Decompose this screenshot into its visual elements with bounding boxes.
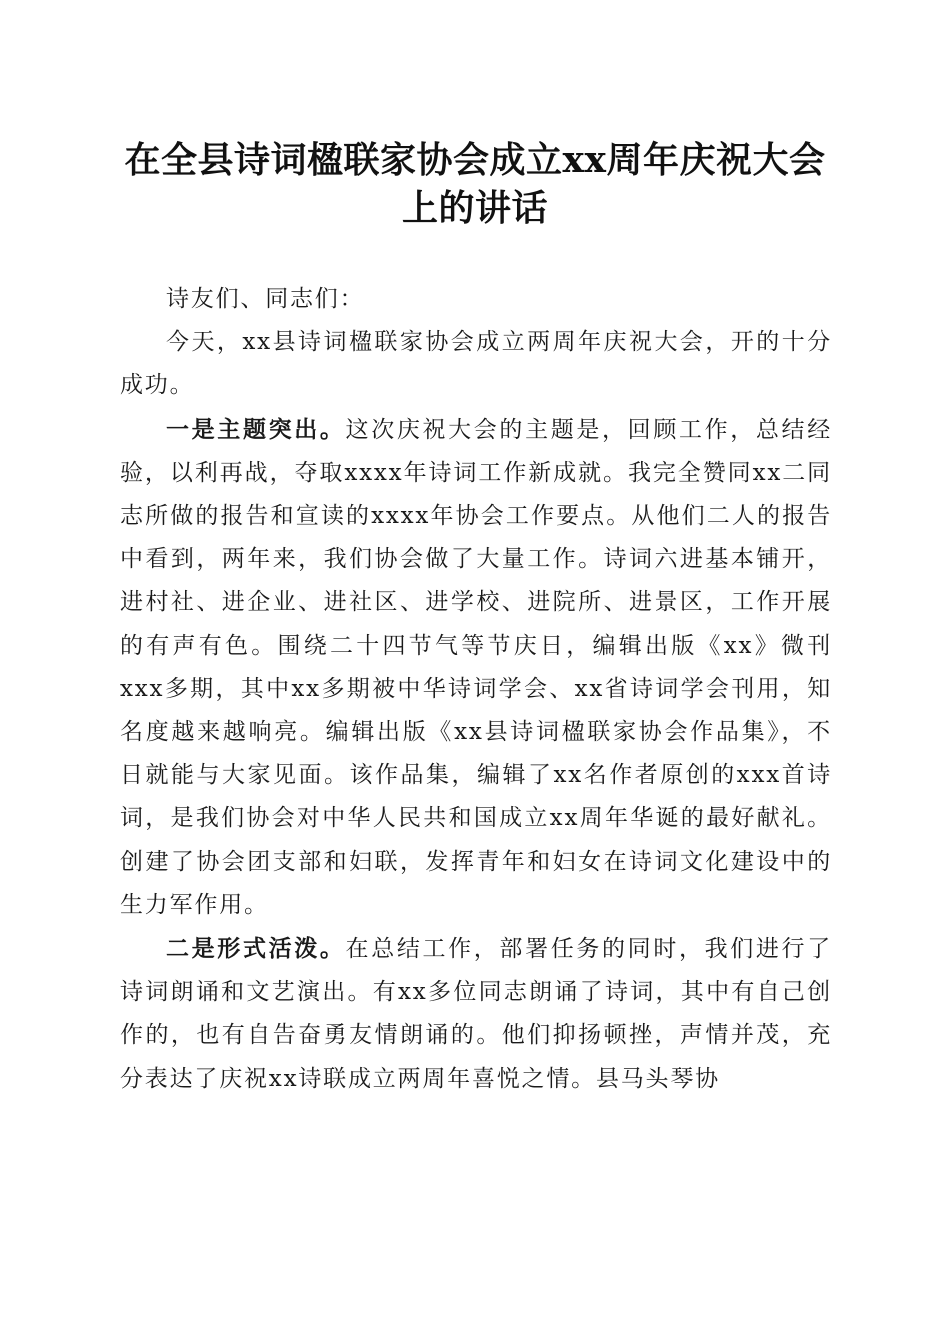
paragraph-text: 在总结工作，部署任务的同时，我们进行了诗词朗诵和文艺演出。有xx多位同志朗诵了诗词，其中有自己创作的，也有自告奋勇友情朗诵的。他们抑扬顿挫，声情并茂，充分表达了庆祝xx诗联成立两周年喜悦之情。县马头琴协 — [120, 936, 833, 1092]
title-line-2: 上的讲话 — [401, 187, 548, 229]
title-line-1: 在全县诗词楹联家协会成立xx周年庆祝大会 — [124, 139, 826, 181]
paragraph-lead-heading: 二是形式活泼。 — [166, 935, 346, 963]
paragraph-form — [120, 927, 832, 1101]
document-body — [120, 278, 832, 1101]
paragraph-text: 这次庆祝大会的主题是，回顾工作，总结经验，以利再战，夺取xxxx年诗词工作新成就。我完全赞同xx二同志所做的报告和宣读的xxxx年协会工作要点。从他们二人的报告中看到，两年来，我们协会做了大量工作。诗词六进基本铺开，进村社、进企业、进社区、进学校、进院所、进景区，工作开展的有声有色。围绕二十四节气等节庆日，编辑出版《xx》微刊xxx多期，其中xx多期被中华诗词学会、xx省诗词学会刊用，知名度越来越响亮。编辑出版《xx县诗词楹联家协会作品集》，不日就能与大家见面。该作品集，编辑了xx名作者原创的xxx首诗词，是我们协会对中华人民共和国成立xx周年华诞的最好献礼。创建了协会团支部和妇联，发挥青年和妇女在诗词文化建设中的生力军作用。 — [120, 416, 833, 918]
document-title — [100, 136, 850, 232]
paragraph-opening — [120, 321, 832, 407]
paragraph-lead-heading: 一是主题突出。 — [166, 415, 346, 443]
salutation: 诗友们、同志们： — [166, 286, 365, 312]
paragraph-theme — [120, 408, 832, 927]
paragraph-text: 今天，xx县诗词楹联家协会成立两周年庆祝大会，开的十分成功。 — [120, 329, 832, 399]
